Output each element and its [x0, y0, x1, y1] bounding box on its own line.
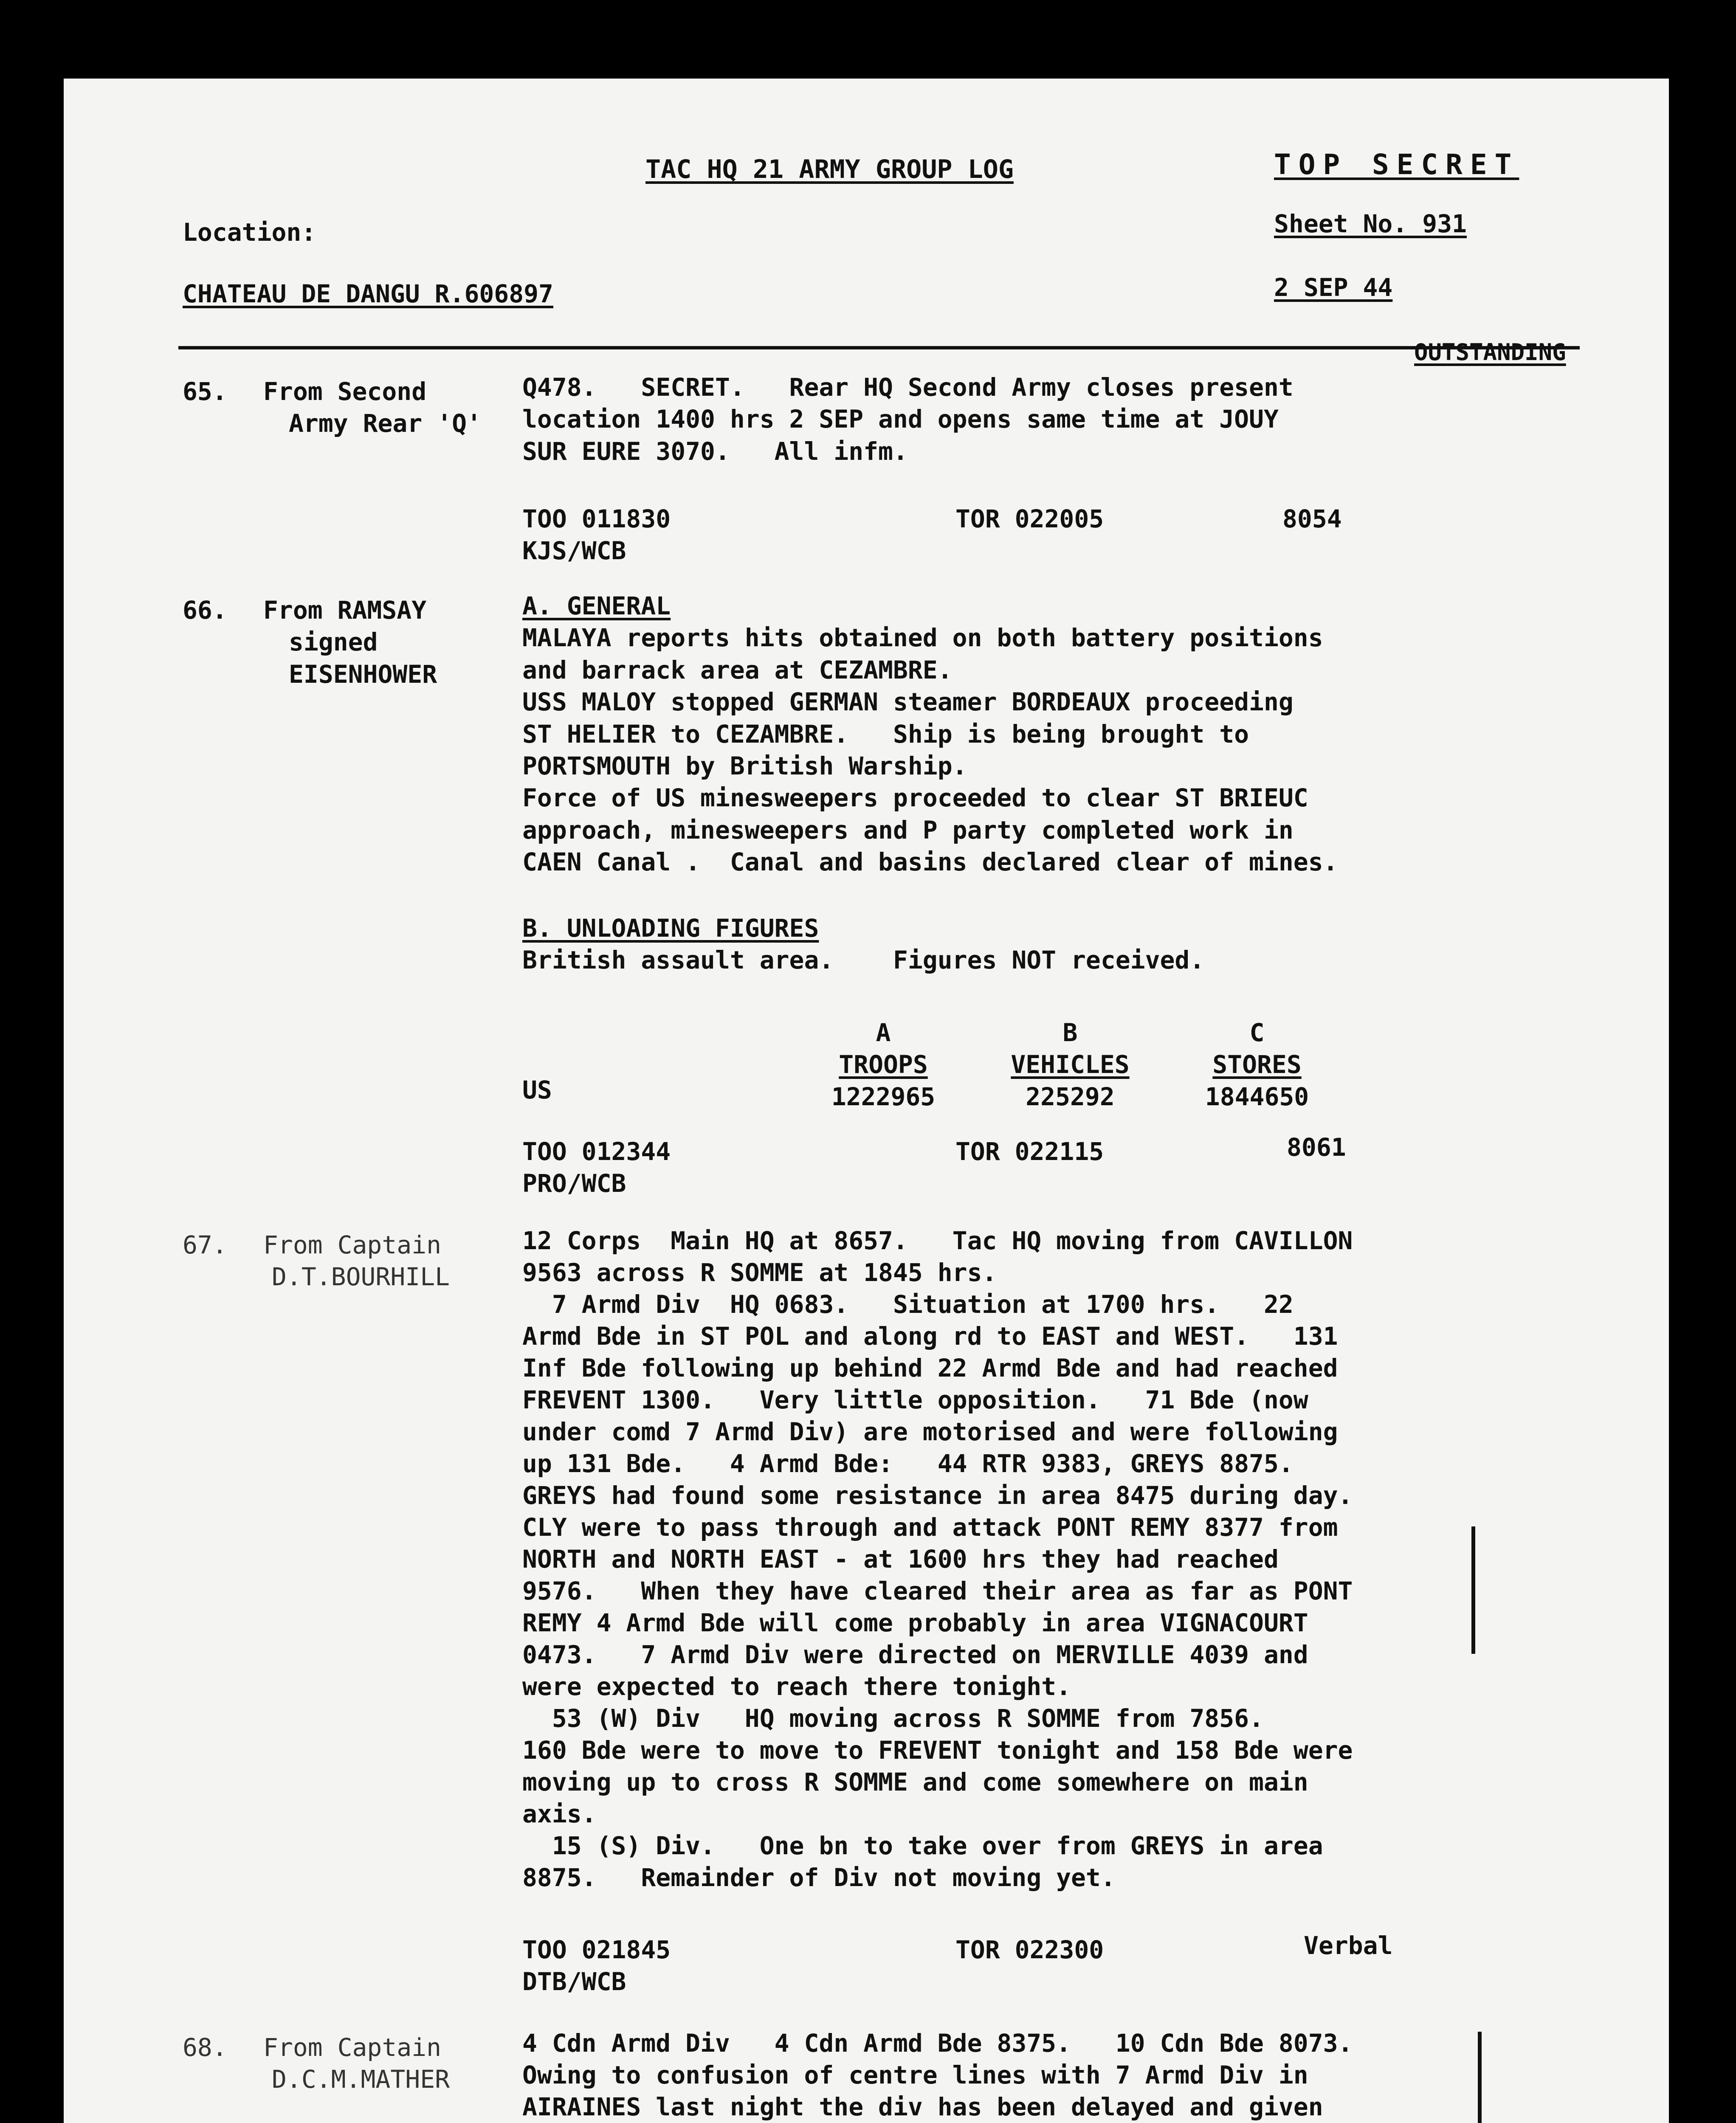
margin-mark [1471, 1526, 1475, 1654]
log-date: 2 SEP 44 [1274, 273, 1393, 302]
message-ref: Verbal [1304, 1931, 1393, 1960]
column-b: B VEHICLES 225292 [1011, 1018, 1130, 1111]
initials: PRO/WCB [522, 1169, 626, 1198]
entry-67-text: 12 Corps Main HQ at 8657. Tac HQ moving from CAVILLON 9563 across R SOMME at 1845 hrs. 7 Armd Div HQ 0683. Situation at 1700 hrs. 22 Armd Bde in ST POL and along rd to EAST and WEST. 131 Inf Bde following up behind 22 Armd Bde and had reached FREVENT 1300. Very little opposition. 71 Bde (now under comd 7 Armd Div) are motorised and were following up 131 Bde. 4 Armd Bde: 44 RTR 9383, GREYS 8875. GREYS had found some resistance in area 8475 during day. CLY were to pass through and attack PONT REMY 8377 from NORTH and NORTH EAST - at 1600 hrs they had reached 9576. When they have cleared their area as far as PONT REMY 4 Armd Bde will come probably in area VIGNACOURT 0473. 7 Armd Div were directed on MERVILLE 4039 and were expected to reach there tonight. 53 (W) Div HQ moving across R SOMME from 7856. 160 Bde were to move to FREVENT tonight and 158 Bde were moving up to cross R SOMME and come somewhere on main axis. 15 (S) Div. One bn to take over from GREYS in area 8875. Remainder of Div not moving yet. [522, 1226, 1353, 1892]
entry-number: 68. [183, 2033, 227, 2062]
entry-68-text: 4 Cdn Armd Div 4 Cdn Armd Bde 8375. 10 Cdn Bde 8073. Owing to confusion of centre lines with 7 Armd Div in AIRAINES last night the div has been delayed and given [522, 2029, 1353, 2121]
too-ref: TOO 011830 [522, 504, 671, 533]
entry-65-text: Q478. SECRET. Rear HQ Second Army closes present location 1400 hrs 2 SEP and opens same time at JOUY SUR EURE 3070. All infm. [522, 373, 1294, 466]
column-a: A TROOPS 1222965 [831, 1018, 936, 1111]
header-rule [178, 346, 1580, 349]
entry-number: 65. [183, 377, 227, 406]
entry-from: From Second Army Rear 'Q' [263, 377, 482, 438]
log-title: TAC HQ 21 ARMY GROUP LOG [645, 155, 1014, 184]
classification: TOP SECRET [1274, 148, 1519, 181]
entry-from: From Captain D.T.BOURHILL [263, 1230, 450, 1292]
margin-mark [1478, 2032, 1482, 2123]
log-sheet [64, 79, 1669, 2123]
location-value: CHATEAU DE DANGU R.606897 [183, 279, 553, 308]
tor-ref: TOR 022005 [955, 504, 1104, 533]
initials: KJS/WCB [522, 536, 626, 565]
entry-number: 67. [183, 1230, 227, 1259]
table-row-label: US [522, 1076, 552, 1104]
entry-66-text: A. GENERAL MALAYA reports hits obtained on both battery positions and barrack area at CEZAMBRE. USS MALOY stopped GERMAN steamer BORDEAUX proceeding ST HELIER to CEZAMBRE. Ship is being brought to PORTSMOUTH by British Warship. Force of US minesweepers proceeded to clear ST BRIEUC approach, minesweepers and P party completed work in CAEN Canal . Canal and basins declared clear of mines. B. UNLOADING FIGURES British assault area. Figures NOT received. [522, 591, 1338, 974]
tor-ref: TOR 022115 [955, 1137, 1104, 1166]
sheet-number: Sheet No. 931 [1274, 209, 1467, 238]
outstanding-label: OUTSTANDING [1414, 339, 1566, 366]
tor-ref: TOR 022300 [955, 1935, 1104, 1964]
entry-number: 66. [183, 596, 227, 625]
message-ref: 8061 [1287, 1133, 1346, 1162]
too-ref: TOO 021845 [522, 1935, 671, 1964]
location-label: Location: [183, 218, 316, 247]
message-ref: 8054 [1282, 504, 1342, 533]
entry-from: From Captain D.C.M.MATHER [263, 2033, 450, 2094]
column-c: C STORES 1844650 [1205, 1018, 1309, 1111]
too-ref: TOO 012344 [522, 1137, 671, 1166]
entry-from: From RAMSAY signed EISENHOWER [263, 596, 437, 689]
initials: DTB/WCB [522, 1967, 626, 1996]
